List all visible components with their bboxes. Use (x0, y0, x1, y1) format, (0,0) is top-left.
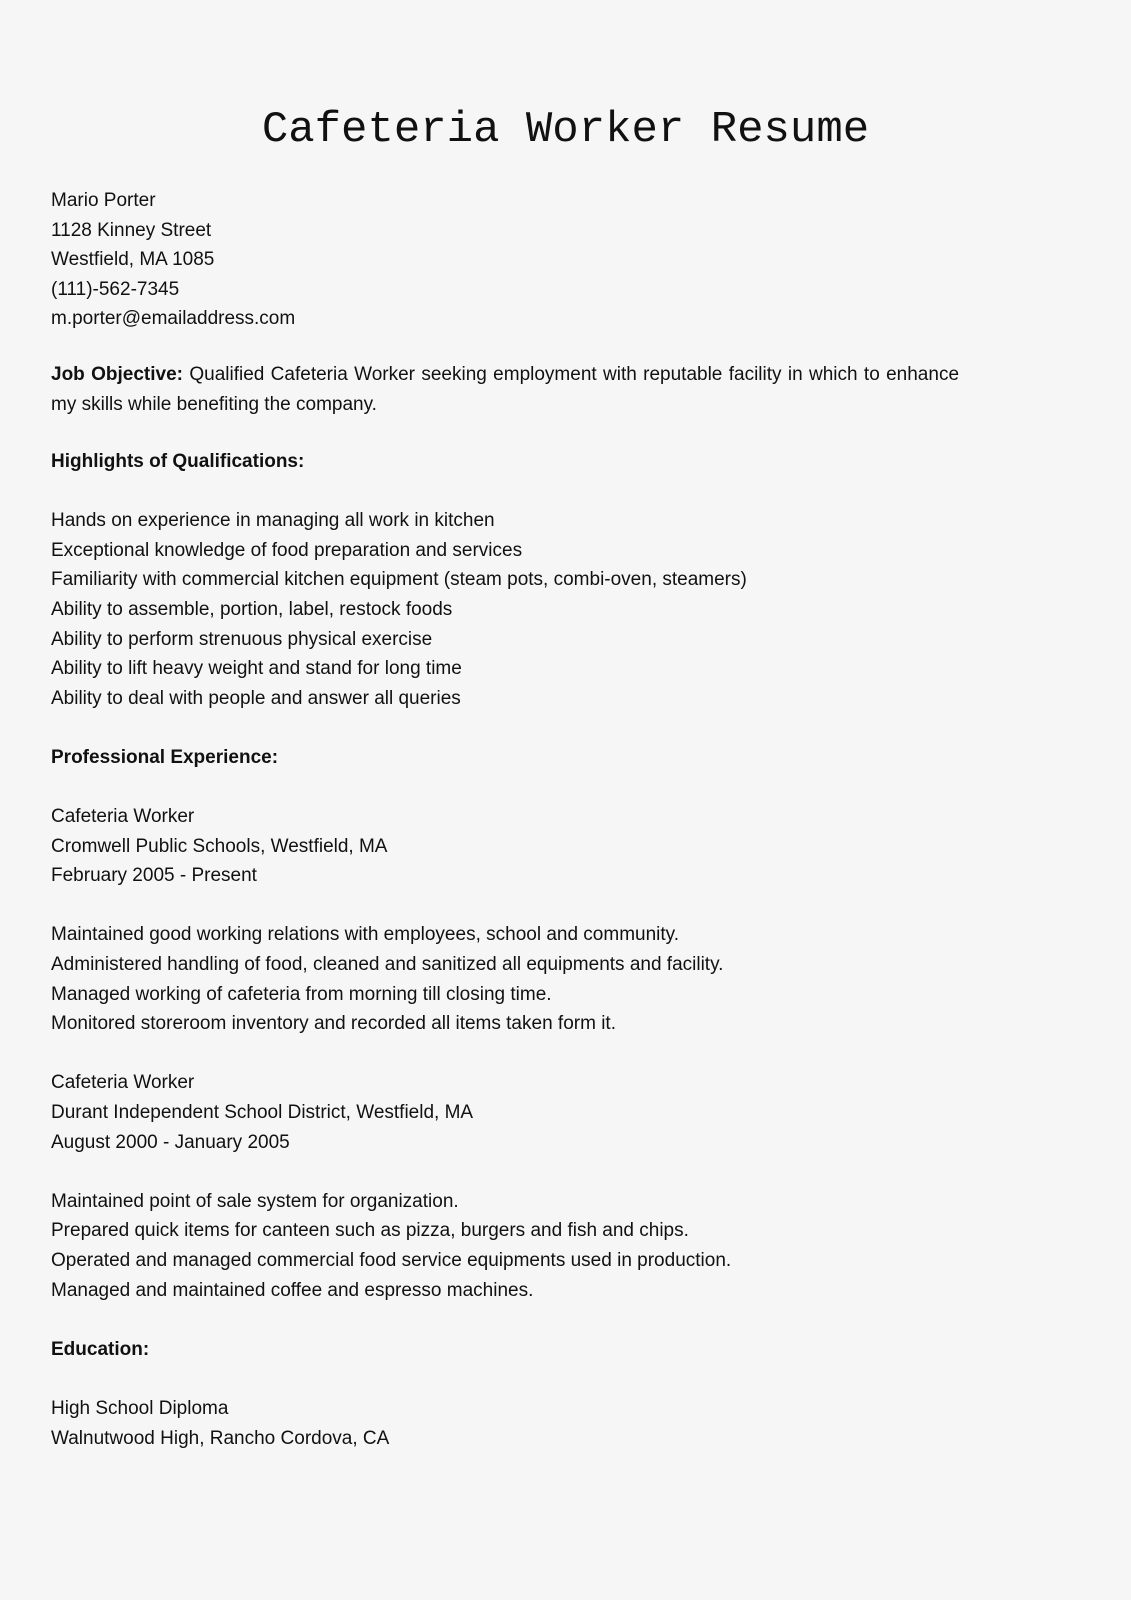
job-duties (51, 1187, 959, 1305)
contact-block (51, 186, 959, 334)
job-employer: Cromwell Public Schools, Westfield, MA (51, 835, 388, 857)
list-item: Managed working of cafeteria from morning till closing time. (51, 983, 552, 1005)
highlights-list (51, 506, 959, 713)
job-objective-label: Job Objective: (51, 363, 183, 385)
job-entry-2 (51, 1068, 959, 1305)
list-item: Prepared quick items for canteen such as pizza, burgers and fish and chips. (51, 1220, 689, 1242)
list-item: Maintained point of sale system for organization. (51, 1190, 459, 1212)
contact-email: m.porter@emailaddress.com (51, 308, 296, 330)
list-item: Ability to perform strenuous physical exercise (51, 628, 433, 650)
job-duties (51, 920, 959, 1038)
list-item: Operated and managed commercial food service equipments used in production. (51, 1250, 732, 1271)
contact-phone: (111)-562-7345 (51, 278, 180, 300)
list-item: Managed and maintained coffee and espresso machines. (51, 1279, 534, 1301)
job-dates: August 2000 - January 2005 (51, 1131, 290, 1153)
list-item: Familiarity with commercial kitchen equipment (steam pots, combi-oven, steamers) (51, 569, 747, 591)
list-item: Administered handling of food, cleaned and sanitized all equipments and facility. (51, 954, 724, 976)
job-title: Cafeteria Worker (51, 806, 195, 828)
list-item: Monitored storeroom inventory and recorded all items taken form it. (51, 1013, 616, 1035)
education-school: Walnutwood High, Rancho Cordova, CA (51, 1427, 390, 1449)
job-objective-text: Qualified Cafeteria Worker seeking employment with reputable facility in which to enhance my skills while benefiting the company. (51, 363, 960, 416)
list-item: Ability to deal with people and answer all queries (51, 687, 461, 709)
list-item: Exceptional knowledge of food preparation and services (51, 539, 523, 561)
education-heading: Education: (51, 1338, 150, 1360)
contact-city: Westfield, MA 1085 (51, 249, 215, 271)
list-item: Ability to assemble, portion, label, restock foods (51, 598, 453, 620)
job-dates: February 2005 - Present (51, 865, 257, 887)
resume-title: Cafeteria Worker Resume (261, 105, 870, 155)
list-item: Maintained good working relations with employees, school and community. (51, 924, 680, 946)
contact-name: Mario Porter (51, 190, 156, 211)
resume-content (51, 186, 959, 1453)
job-objective (51, 360, 959, 421)
list-item: Ability to lift heavy weight and stand for long time (51, 658, 462, 680)
contact-street: 1128 Kinney Street (51, 219, 212, 241)
job-title: Cafeteria Worker (51, 1072, 195, 1094)
job-entry-1 (51, 802, 959, 1039)
experience-heading: Professional Experience: (51, 746, 279, 768)
education-degree: High School Diploma (51, 1397, 229, 1419)
list-item: Hands on experience in managing all work in kitchen (51, 510, 495, 532)
job-employer: Durant Independent School District, Westfield, MA (51, 1102, 474, 1124)
highlights-heading: Highlights of Qualifications: (51, 450, 305, 472)
